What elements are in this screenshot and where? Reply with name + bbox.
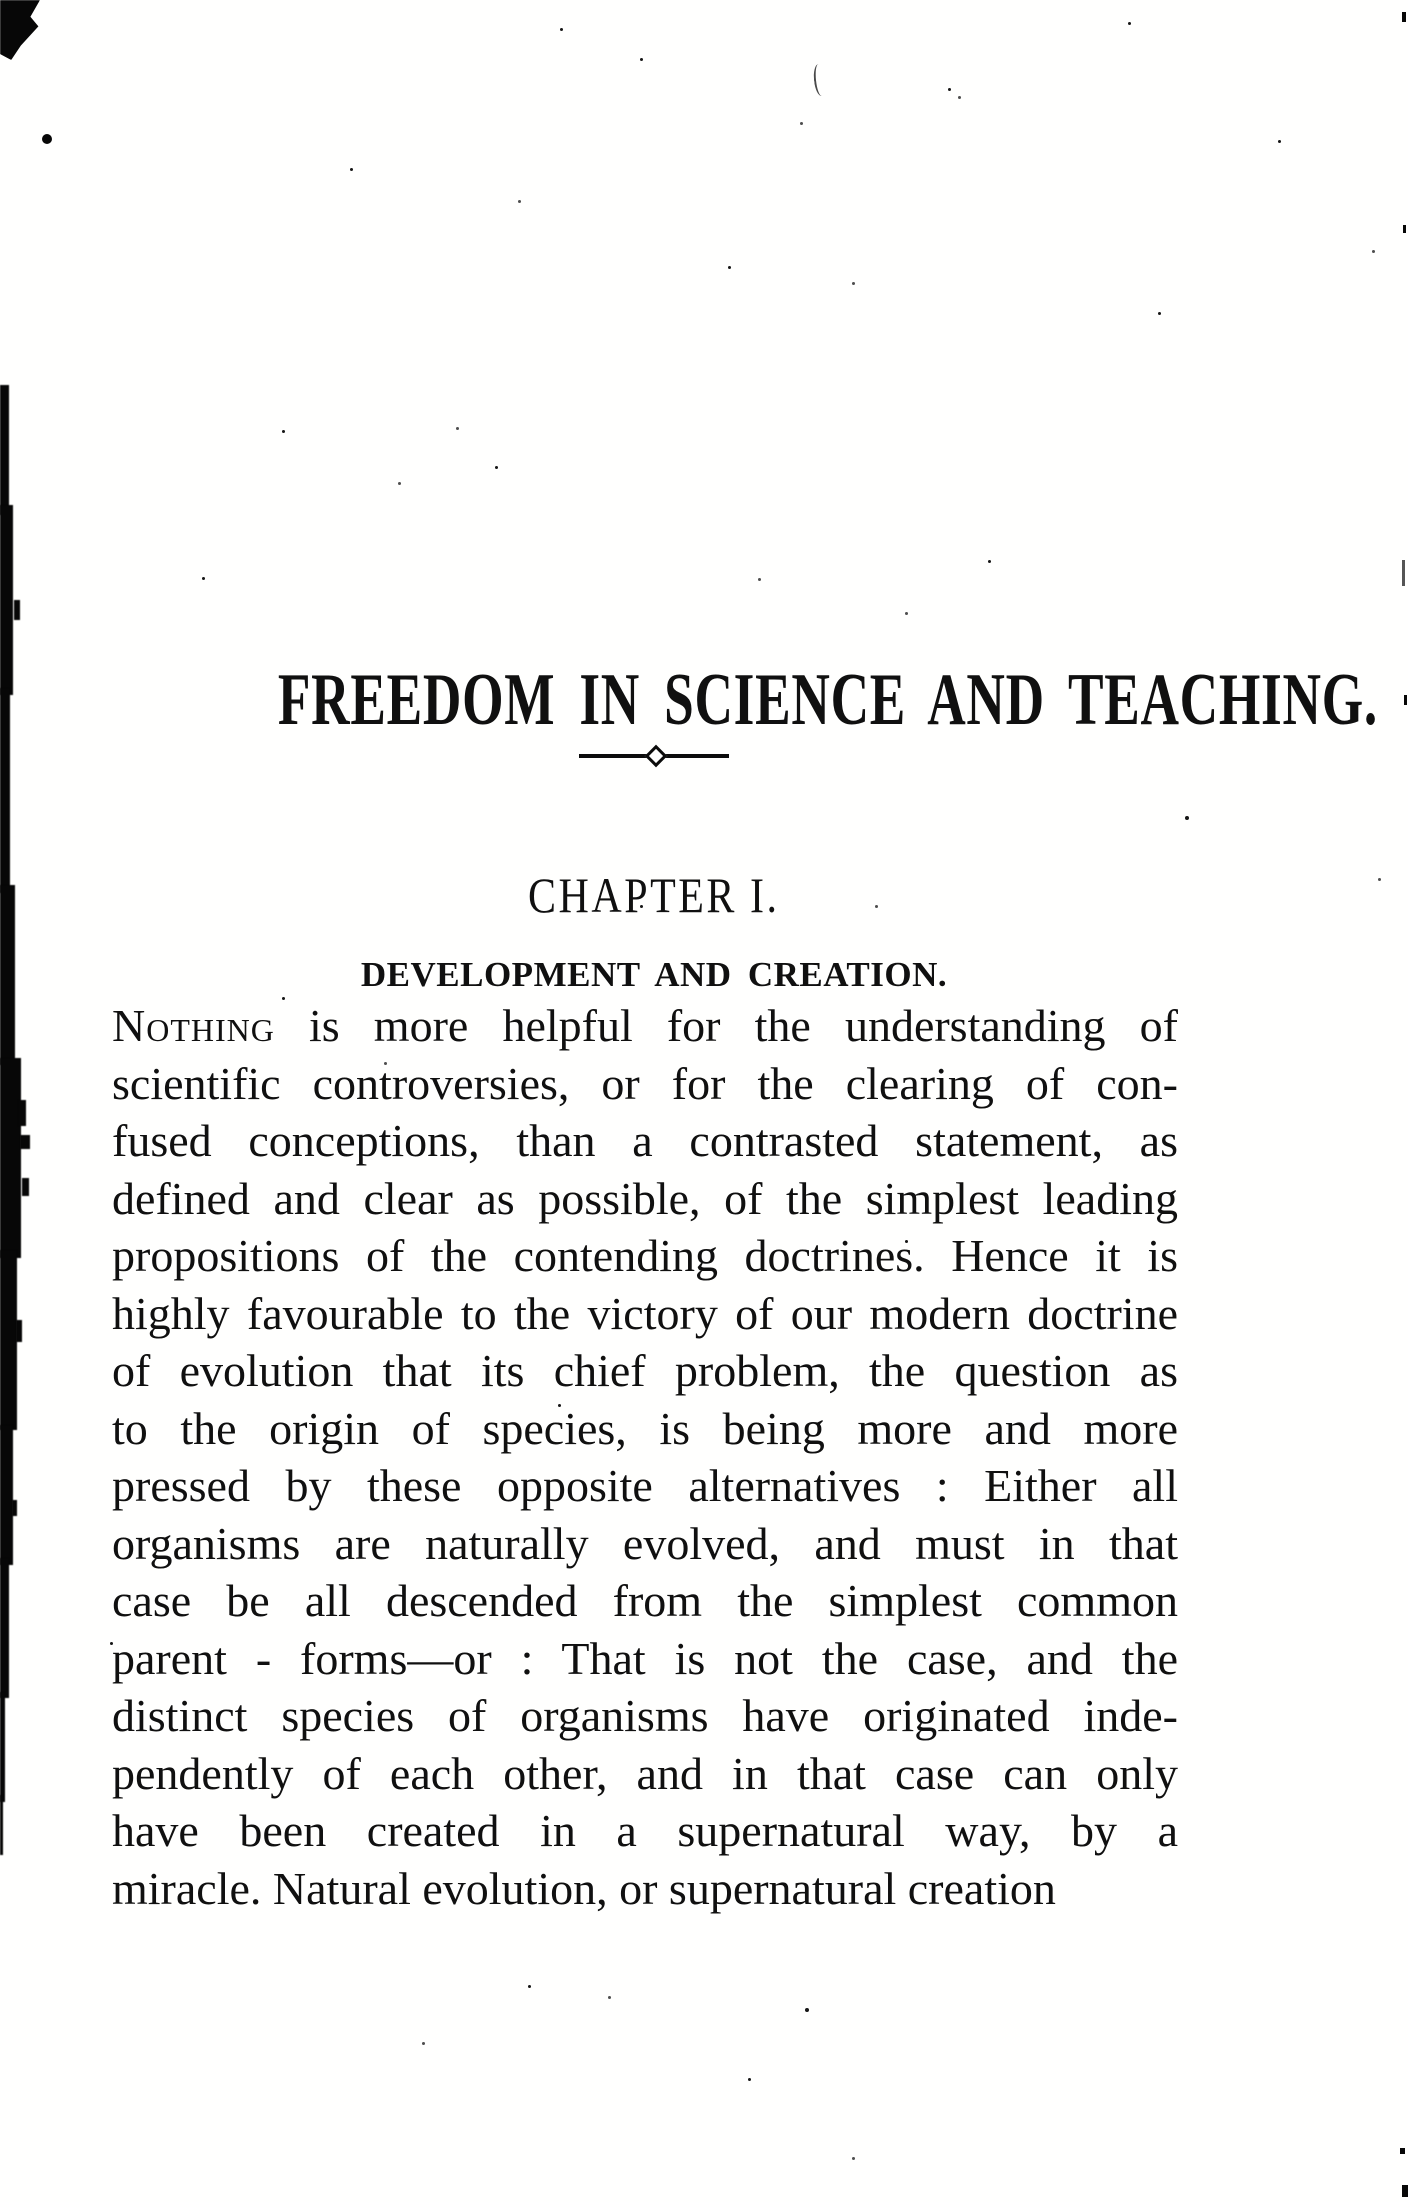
binding-edge-ragged [12,1500,17,1516]
ink-speck [728,266,731,269]
binding-edge-strip [0,1692,5,1802]
chapter-heading [64,864,1244,926]
scan-paren-mark [812,63,827,96]
text-line: have been created in a supernatural way, by a [112,1805,1178,1856]
ink-speck [608,1996,611,1999]
ink-speck [852,282,855,285]
diamond-ornament [644,745,667,768]
text-line: scientific controversies, or for the clearing of con- [112,1057,1178,1109]
ink-speck [422,2042,425,2045]
ink-speck [1128,22,1131,25]
ink-speck [988,560,991,563]
text-line: to the origin of species, is being more and more [112,1402,1178,1454]
binding-edge-strip [0,885,15,1065]
text-line: propositions of the contending doctrines. Hence it is [112,1230,1178,1281]
ink-speck [282,430,285,433]
ink-speck [398,482,401,485]
binding-edge-strip [0,1425,13,1565]
page-title [64,658,1378,741]
body-paragraph [112,997,1178,1917]
text-line: organisms are naturally evolved, and must in that [112,1517,1178,1569]
lead-word-smallcaps: Nothing [112,1000,275,1051]
text-line: miracle. Natural evolution, or supernatural creation [112,1862,1056,1914]
ink-speck [640,58,643,61]
ink-dot [42,134,52,144]
ink-speck [350,168,353,171]
ink-speck [528,1985,531,1988]
text-line: pendently of each other, and in that case can only [112,1747,1178,1799]
text-line: highly favourable to the victory of our modern doctrine [112,1287,1178,1339]
text-line: fused conceptions, than a contrasted statement, as [112,1115,1178,1166]
ink-speck [518,200,521,203]
ink-speck [852,2157,855,2160]
ink-speck [495,466,498,469]
ink-speck [958,96,961,99]
scan-corner-blob [0,0,40,60]
binding-edge-ragged [14,600,20,620]
binding-edge-strip [0,1795,3,1855]
binding-edge-strip [0,1058,21,1258]
text-line [112,997,1178,1055]
right-edge-mark [1404,695,1407,705]
ink-speck [905,612,908,615]
ink-speck [748,2078,751,2081]
ink-speck [1185,816,1189,820]
right-edge-mark [1402,12,1406,22]
binding-edge-strip [0,688,10,893]
right-edge-mark [1402,2185,1408,2197]
right-edge-mark [1400,2148,1405,2154]
ink-speck [1158,312,1161,315]
ink-speck [948,88,951,91]
binding-edge-ragged [18,1100,26,1126]
ink-speck [456,427,459,430]
ink-speck [202,577,205,580]
text-line: defined and clear as possible, of the simplest leading [112,1172,1178,1224]
ink-speck [758,578,761,581]
binding-edge-strip [0,1250,17,1430]
text-line: of evolution that its chief problem, the question as [112,1345,1178,1396]
text-line: case be all descended from the simplest common [112,1575,1178,1626]
section-divider [579,748,729,764]
page-title-text: FREEDOM IN SCIENCE AND TEACHING. [277,658,1378,741]
text-line: pressed by these opposite alternatives : Either all [112,1460,1178,1511]
ink-speck [805,2008,809,2012]
ink-speck [1278,140,1281,143]
ink-speck [800,122,803,125]
section-heading: DEVELOPMENT AND CREATION. [360,955,948,994]
divider-rule-left [579,754,650,758]
divider-rule-right [662,754,729,758]
binding-edge-ragged [16,1320,22,1342]
chapter-heading-text: CHAPTER I. [528,866,780,923]
binding-edge-strip [0,385,9,515]
binding-edge-ragged [20,1135,30,1149]
text-line: parent - forms—or : That is not the case, and the [112,1632,1178,1684]
binding-edge-ragged [22,1178,29,1196]
binding-edge-strip [0,505,13,695]
right-edge-mark [1402,560,1405,586]
text-line: distinct species of organisms have originated inde- [112,1690,1178,1741]
right-edge-mark [1403,225,1406,233]
ink-speck [1378,878,1381,881]
text-line-rest: is more helpful for the understanding of [274,1000,1178,1051]
binding-edge-strip [0,1558,9,1698]
ink-speck [560,28,563,31]
ink-speck [1372,250,1375,253]
